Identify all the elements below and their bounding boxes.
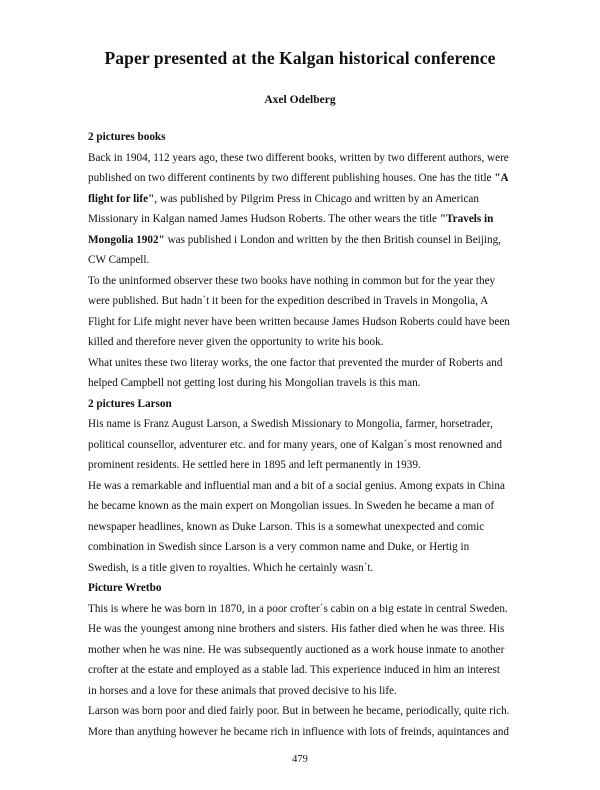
page-title: Paper presented at the Kalgan historical conference bbox=[104, 48, 496, 68]
text-line bbox=[88, 168, 518, 189]
paragraph-born bbox=[88, 599, 518, 702]
page-number: 479 bbox=[292, 754, 308, 765]
text-line: What unites these two literay works, the one factor that prevented the murder of Roberts and bbox=[88, 356, 503, 369]
paragraph-uninformed bbox=[88, 271, 518, 353]
text-line: combination in Swedish since Larson is a very common name and Duke, or Hertig in bbox=[88, 541, 470, 553]
book-title-flight-cont: flight for life" bbox=[88, 192, 155, 205]
paragraph-unites bbox=[88, 353, 518, 394]
section-heading-books: 2 pictures books bbox=[88, 131, 166, 143]
paragraph-name bbox=[88, 414, 518, 476]
text-line: More than anything however he became rich in influence with lots of freinds, aquintances and bbox=[88, 725, 509, 738]
text-line: mother when he was nine. He was subsequently auctioned as a work house inmate to another bbox=[88, 643, 505, 656]
text-line: helped Campbell not getting lost during his Mongolian travels is this man. bbox=[88, 377, 421, 389]
text-line: He was a remarkable and influential man and a bit of a social genius. Among expats in China bbox=[88, 479, 505, 492]
text-line: newspaper headlines, known as Duke Larson. This is a somewhat unexpected and comic bbox=[88, 520, 485, 533]
document-body bbox=[88, 127, 518, 742]
book-title-flight: "A bbox=[494, 172, 509, 184]
text-line: He was the youngest among nine brothers and sisters. His father died when he was three. His bbox=[88, 623, 505, 635]
book-title-travels: "Travels in bbox=[439, 213, 494, 225]
paragraph-poor bbox=[88, 701, 518, 742]
text-line: in horses and a love for these animals that proved decisive to his life. bbox=[88, 684, 397, 697]
text-line: killed and therefore never given the opportunity to write his book. bbox=[88, 336, 384, 348]
paragraph-remarkable bbox=[88, 476, 518, 579]
text-line: This is where he was born in 1870, in a poor crofter´s cabin on a big estate in central Sweden. bbox=[88, 602, 508, 615]
text-line: were published. But hadn´t it been for the expedition described in Travels in Mongolia, A bbox=[88, 295, 489, 307]
text-line bbox=[88, 230, 518, 251]
text-line bbox=[88, 209, 518, 230]
text-line: Back in 1904, 112 years ago, these two different books, written by two different authors, were bbox=[88, 151, 509, 164]
author-name: Axel Odelberg bbox=[264, 94, 336, 106]
text-line: Larson was born poor and died fairly poor. But in between he became, periodically, quite rich. bbox=[88, 705, 510, 717]
section-heading-wretbo: Picture Wretbo bbox=[88, 582, 162, 594]
text-line: prominent residents. He settled here in 1895 and left permanently in 1939. bbox=[88, 459, 421, 471]
text-line: His name is Franz August Larson, a Swedish Missionary to Mongolia, farmer, horsetrader, bbox=[88, 418, 493, 430]
text-line: political counsellor, adventurer etc. and for many years, one of Kalgan´s most renowned and bbox=[88, 438, 502, 451]
text-line: crofter at the estate and employed as a stable lad. This experience induced in him an interest bbox=[88, 664, 501, 676]
text-segment: Missionary in Kalgan named James Hudson Roberts. The other wears the title bbox=[88, 213, 440, 225]
text-segment: was published i London and written by the then British counsel in Beijing, bbox=[164, 233, 501, 246]
text-line: Swedish, is a title given to royalties. Which he certainly wasn´t. bbox=[88, 561, 374, 574]
text-line: CW Campell. bbox=[88, 254, 150, 266]
book-title-travels-cont: Mongolia 1902" bbox=[88, 233, 165, 246]
text-segment: , was published by Pilgrim Press in Chicago and written by an American bbox=[154, 192, 479, 205]
text-segment: published on two different continents by two different publishing houses. One has the title bbox=[88, 172, 495, 184]
text-line: he became known as the main expert on Mongolian issues. In Sweden he became a man of bbox=[88, 500, 495, 512]
section-heading-larson: 2 pictures Larson bbox=[88, 397, 172, 410]
text-line bbox=[88, 189, 518, 210]
text-line: Flight for Life might never have been written because James Hudson Roberts could have been bbox=[88, 315, 510, 328]
paragraph-books bbox=[88, 148, 518, 271]
text-line: To the uninformed observer these two books have nothing in common but for the year they bbox=[88, 274, 496, 287]
